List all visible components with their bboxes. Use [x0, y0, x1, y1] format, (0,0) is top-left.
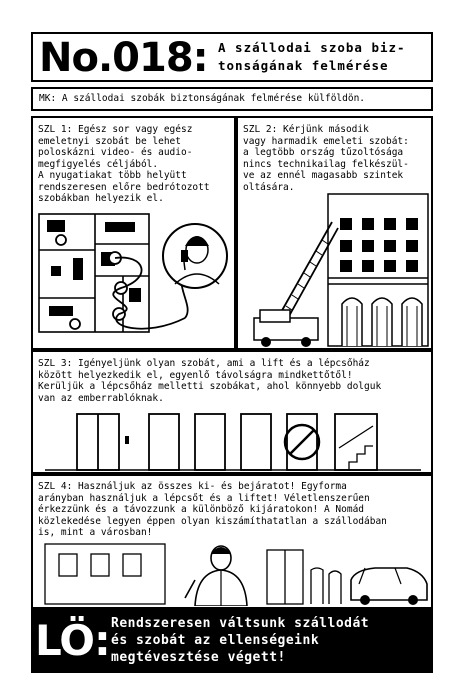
- mk-box: [31, 87, 433, 111]
- panel-4-text: [38, 481, 387, 539]
- footer-prefix: LÖ:: [35, 616, 110, 665]
- panel-1-line: SZL 1: Egész sor vagy egész: [38, 124, 193, 135]
- panel-1-line: rendszeresen előre bedrótozott: [38, 181, 210, 193]
- footer-text: [111, 615, 431, 666]
- panel-2-line: a legtöbb ország tűzoltósága: [243, 147, 404, 158]
- panel-3: [31, 350, 433, 474]
- footer-banner: [31, 609, 433, 673]
- issue-number: No.018:: [39, 35, 208, 81]
- panel-4-line: érkezzünk és a távozzunk a különböző kijáratokon! A Nomád: [38, 504, 365, 515]
- panel-1-text: [38, 124, 210, 205]
- footer-line-2: és szobát az ellenségeink: [111, 633, 320, 648]
- panel-1-line: poloskázni video- és audio-: [38, 147, 193, 158]
- panel-4: [31, 474, 433, 609]
- elevator-button-icon: [125, 436, 129, 444]
- panel-1-line: A nyugatiakat több helyütt: [38, 170, 187, 181]
- panel-2-line: ve az ennél magasabb szintek: [243, 170, 404, 181]
- bugged-floorplan-illustration: [35, 206, 234, 346]
- panel-2-text: [243, 124, 409, 193]
- panel-3-text: [38, 358, 381, 404]
- panel-2-line: oltására.: [243, 181, 295, 193]
- panel-2-line: nincs technikailag felkészül-: [243, 158, 409, 170]
- header-box: [31, 32, 433, 82]
- mk-text: MK: A szállodai szobák biztonságának felmérése külföldön.: [39, 93, 366, 104]
- panel-1: [31, 116, 236, 350]
- panel-2: [236, 116, 433, 350]
- panel-2-line: SZL 2: Kérjünk második: [243, 124, 369, 135]
- footer-line-1: Rendszeresen váltsunk szállodát: [111, 616, 370, 631]
- panel-3-line: között helyezkedik el, egyenlő távolságra mindkettőtől!: [38, 369, 353, 381]
- fire-ladder-building-illustration: [240, 188, 431, 348]
- panel-4-line: SZL 4: Használjuk az összes ki- és bejáratot! Egyforma: [38, 481, 347, 492]
- page-title-line-2: tonságának felmérése: [218, 58, 389, 73]
- panel-4-line: is, mint a városban!: [38, 527, 153, 538]
- page-title-line-1: A szállodai szoba biz-: [218, 40, 406, 55]
- panel-1-line: emeletnyi szobát be lehet: [38, 135, 181, 147]
- corridor-doors-illustration: [35, 408, 431, 472]
- footer-line-3: megtévesztése végett!: [111, 650, 286, 665]
- panel-4-line: közlekedése legyen éppen olyan kiszámíthatatlan a szállodában: [38, 515, 387, 527]
- panel-3-line: van az emberrablóknak.: [38, 392, 164, 404]
- panel-1-line: szobákban helyezik el.: [38, 193, 164, 204]
- page-title: [218, 39, 428, 75]
- panel-4-line: arányban használjuk a lépcsőt és a liftet! Véletlenszerűen: [38, 492, 370, 504]
- panel-3-line: SZL 3: Igényeljünk olyan szobát, ami a lift és a lépcsőház: [38, 358, 370, 369]
- street-traveller-illustration: [35, 540, 431, 606]
- panel-1-line: megfigyelés céljából.: [38, 158, 159, 170]
- panel-2-line: vagy harmadik emeleti szobát:: [243, 135, 409, 147]
- panel-3-line: Kerüljük a lépcsőház melletti szobákat, ahol könnyebb dolguk: [38, 381, 382, 392]
